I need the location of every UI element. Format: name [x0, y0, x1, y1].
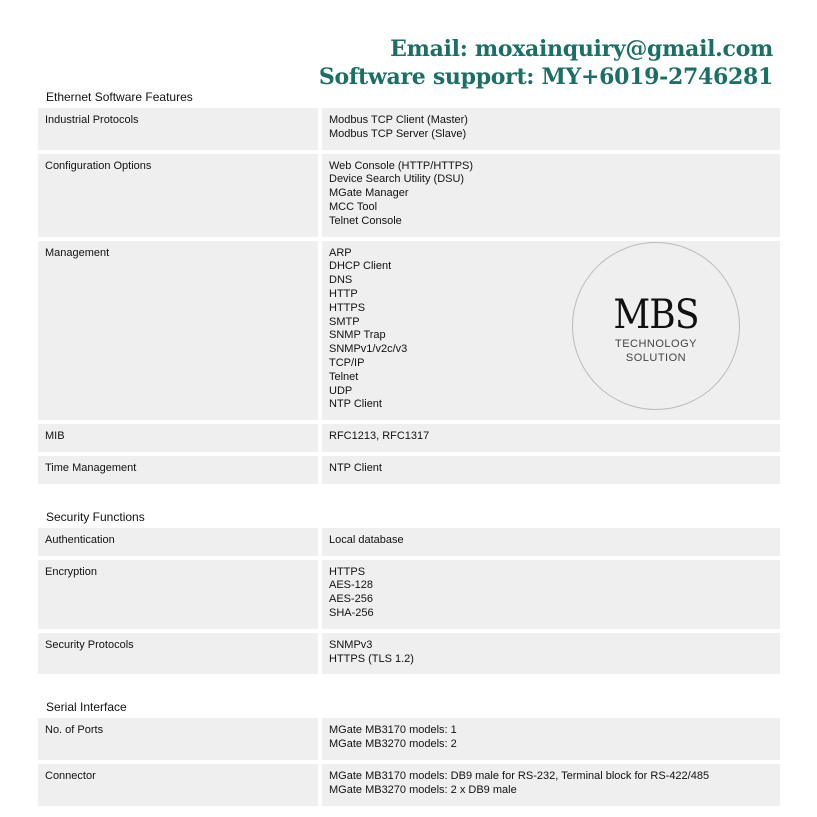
spec-tables [38, 88, 780, 817]
spec-value-line: DNS [329, 274, 353, 287]
spec-value-line: SNMPv1/v2c/v3 [329, 343, 408, 356]
spec-label: Management [38, 241, 318, 421]
spec-value-line: AES-128 [329, 579, 374, 592]
spec-value-line: Modbus TCP Client (Master) [329, 114, 468, 126]
spec-value-line: Local database [329, 533, 404, 546]
spec-label: Authentication [38, 528, 318, 556]
spec-row [38, 633, 780, 675]
spec-row [38, 154, 780, 237]
spec-value-line: HTTPS [329, 301, 366, 314]
spec-value-line: SNMPv3 [329, 638, 373, 651]
spec-value [322, 718, 780, 760]
spec-value-line: Web Console (HTTP/HTTPS) [329, 159, 474, 172]
spec-value-line: RFC1213, RFC1317 [329, 430, 430, 443]
spec-value-line: MGate MB3170 models: DB9 male for RS-232, Terminal block for RS-422/485 [329, 769, 710, 782]
spec-section [38, 698, 780, 805]
spec-row [38, 108, 780, 150]
spec-value [322, 154, 780, 237]
spec-label: Connector [38, 764, 318, 806]
spec-value-line: MGate MB3170 models: 1 [329, 724, 457, 737]
logo-name: MBS [613, 292, 699, 338]
spec-value-line: Telnet Console [329, 214, 402, 227]
section-title: Ethernet Software Features [46, 90, 193, 104]
spec-value [322, 560, 780, 629]
spec-row [38, 456, 780, 484]
spec-row [38, 528, 780, 556]
spec-section [38, 508, 780, 675]
spec-label: No. of Ports [38, 718, 318, 760]
spec-value [322, 764, 780, 806]
spec-value [322, 528, 780, 556]
spec-label: Security Protocols [38, 633, 318, 675]
spec-label: Time Management [38, 456, 318, 484]
spec-label: Configuration Options [38, 154, 318, 237]
spec-value-line: SHA-256 [329, 606, 374, 619]
spec-value-line: Device Search Utility (DSU) [329, 173, 465, 186]
spec-value-line: HTTPS (TLS 1.2) [329, 652, 414, 665]
spec-label: Industrial Protocols [38, 108, 318, 150]
spec-value-line: NTP Client [329, 398, 382, 411]
spec-value-line: ARP [329, 246, 352, 259]
spec-value-line: HTTPS [329, 565, 366, 578]
spec-label: MIB [38, 424, 318, 452]
section-title: Security Functions [46, 509, 145, 524]
spec-row [38, 764, 780, 806]
spec-value [322, 633, 780, 675]
spec-value-line: MGate Manager [329, 187, 409, 200]
spec-value-line: MGate MB3270 models: 2 x DB9 male [329, 783, 517, 796]
logo-line-1: TECHNOLOGY [614, 338, 697, 350]
spec-value-line: TCP/IP [329, 356, 365, 369]
spec-value-line: Modbus TCP Server (Slave) [329, 127, 467, 140]
spec-row [38, 424, 780, 452]
spec-value-line: SMTP [329, 315, 360, 328]
contact-support-phone: Software support: MY+6019-2746281 [318, 64, 773, 90]
spec-value-line: UDP [329, 384, 353, 397]
spec-value [322, 456, 780, 484]
spec-value-line: MCC Tool [329, 200, 378, 213]
spec-label: Encryption [38, 560, 318, 629]
spec-value-line: SNMP Trap [329, 329, 386, 342]
contact-email: Email: moxainquiry@gmail.com [390, 36, 773, 62]
spec-value-line: Telnet [329, 370, 359, 383]
spec-row [38, 560, 780, 629]
mbs-logo-watermark [572, 242, 740, 410]
spec-value-line: HTTP [329, 287, 358, 300]
spec-value-line: DHCP Client [329, 260, 392, 273]
logo-line-2: SOLUTION [625, 352, 687, 364]
spec-row [38, 718, 780, 760]
spec-value-line: NTP Client [329, 461, 382, 474]
spec-value-line: MGate MB3270 models: 2 [329, 738, 457, 751]
spec-value [322, 424, 780, 452]
section-title: Serial Interface [46, 700, 127, 715]
spec-value [322, 108, 780, 150]
spec-value-line: AES-256 [329, 593, 374, 606]
